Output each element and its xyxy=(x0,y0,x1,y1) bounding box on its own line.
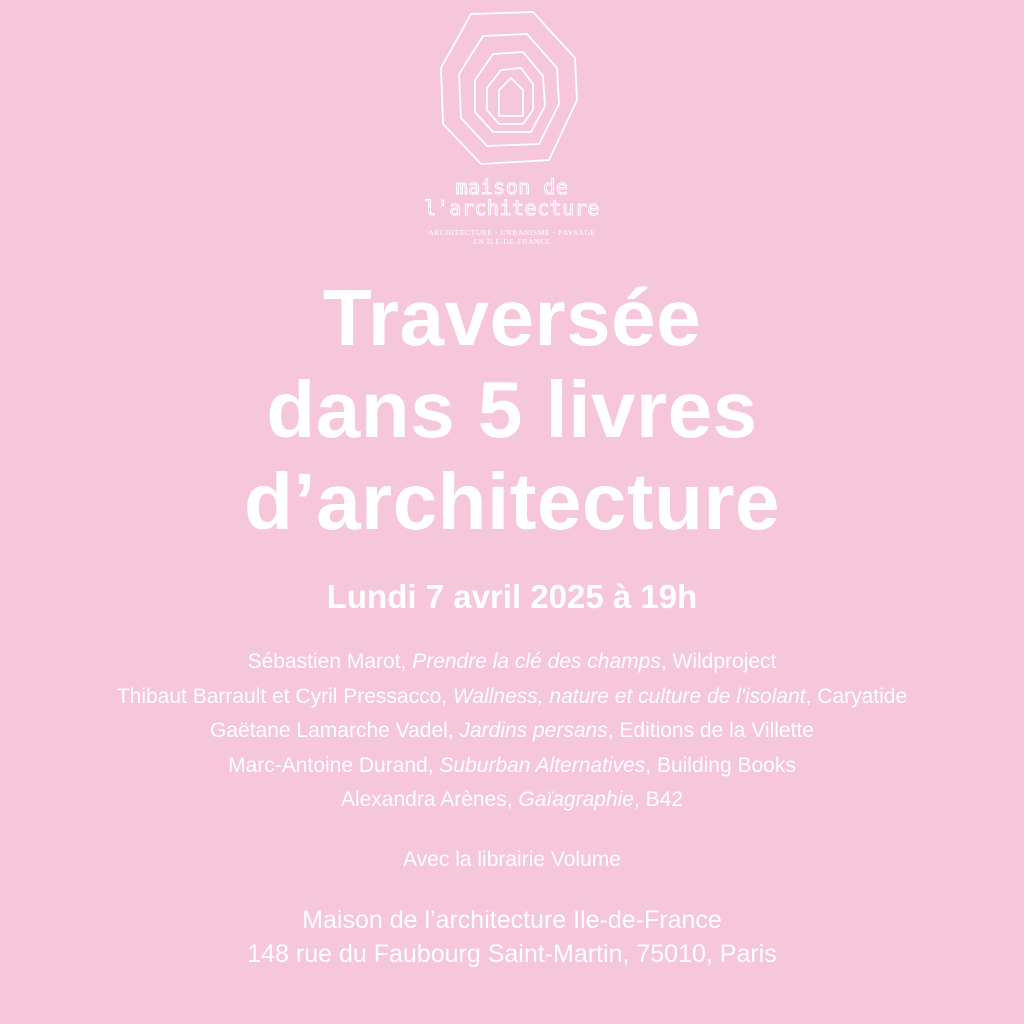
list-item xyxy=(0,783,1024,818)
book-list xyxy=(0,645,1024,818)
book-title: Jardins persans xyxy=(459,719,608,742)
venue-block xyxy=(0,903,1024,971)
book-publisher: Editions de la Villette xyxy=(619,719,814,742)
event-date: Lundi 7 avril 2025 à 19h xyxy=(326,578,698,615)
bookshop-partner: Avec la librairie Volume xyxy=(403,848,621,871)
book-separator: , xyxy=(634,788,646,811)
venue-address: 148 rue du Faubourg Saint-Martin, 75010, Paris xyxy=(247,940,777,968)
list-item xyxy=(0,645,1024,680)
list-item xyxy=(0,680,1024,715)
book-title: Suburban Alternatives xyxy=(439,753,646,777)
book-author: Marc-Antoine Durand xyxy=(228,753,428,777)
book-separator: , xyxy=(400,650,413,673)
logo-wordmark-line2: l'architecture xyxy=(424,196,600,220)
logo-wordmark xyxy=(418,177,606,219)
book-publisher: Building Books xyxy=(656,753,796,777)
book-author: Gaëtane Lamarche Vadel xyxy=(210,719,448,742)
book-separator: , xyxy=(607,719,620,742)
title-line: Traversée xyxy=(322,273,702,362)
book-author: Sébastien Marot xyxy=(247,650,401,673)
logo-tagline xyxy=(418,228,606,246)
book-separator: , xyxy=(805,684,818,708)
book-title: Wallness, nature et culture de l'isolant xyxy=(452,684,806,708)
book-separator: , xyxy=(660,650,673,673)
book-author: Alexandra Arènes xyxy=(340,788,507,811)
book-publisher: Caryatide xyxy=(817,684,908,708)
venue-name: Maison de l’architecture Ile-de-France xyxy=(302,906,722,934)
list-item xyxy=(0,749,1024,784)
logo-tagline-line2: EN ÎLE-DE-FRANCE xyxy=(473,237,551,246)
book-title: Prendre la clé des champs xyxy=(412,650,661,673)
list-item xyxy=(0,714,1024,749)
title-line: d’architecture xyxy=(243,457,781,546)
book-separator: , xyxy=(427,753,440,777)
book-separator: , xyxy=(506,788,519,811)
book-separator: , xyxy=(645,753,657,777)
maison-architecture-logo xyxy=(418,8,606,258)
book-author: Thibaut Barrault et Cyril Pressacco xyxy=(116,684,442,708)
book-title: Gaïagraphie xyxy=(518,788,634,811)
book-publisher: Wildproject xyxy=(672,650,777,673)
title-line: dans 5 livres xyxy=(266,365,758,454)
book-publisher: B42 xyxy=(645,788,684,811)
book-separator: , xyxy=(447,719,460,742)
event-title xyxy=(0,272,1024,548)
logo-wordmark-line1: maison de xyxy=(455,175,569,199)
logo-tagline-line1: ARCHITECTURE · URBANISME · PAYSAGE xyxy=(428,228,596,237)
book-separator: , xyxy=(441,684,453,708)
nested-house-outline-icon xyxy=(429,8,595,168)
